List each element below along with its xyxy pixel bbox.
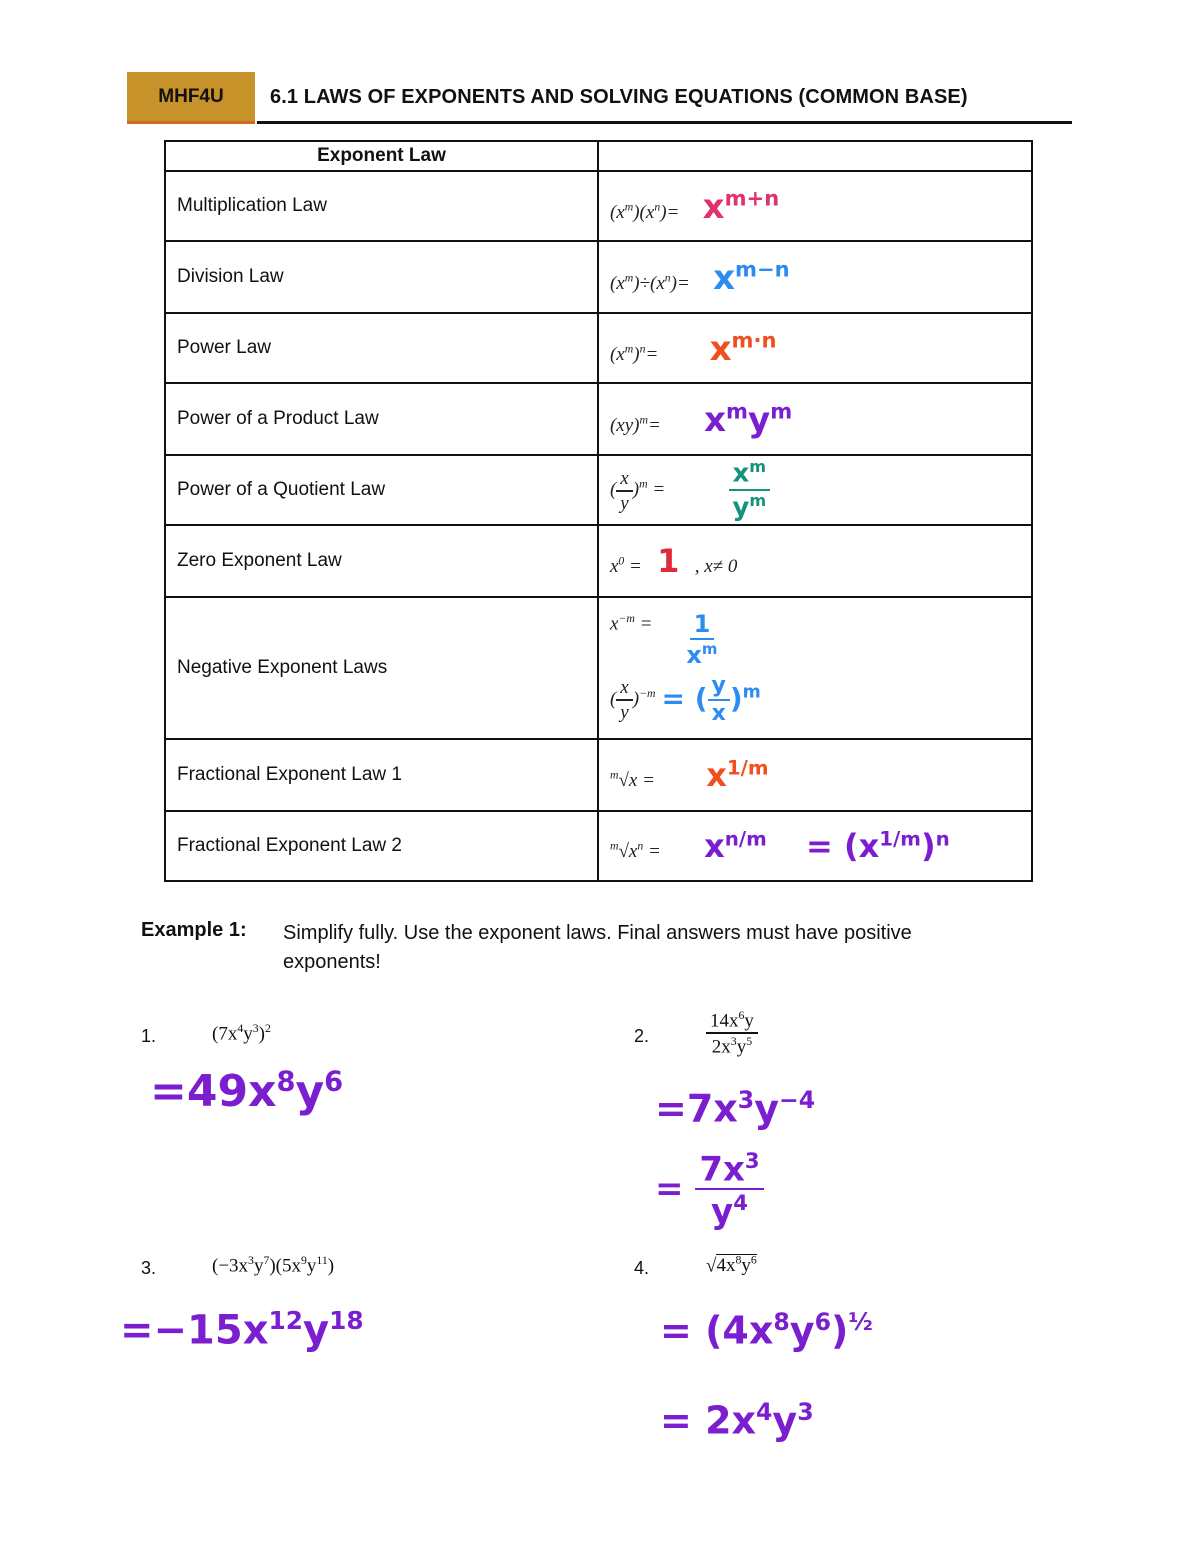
table-row xyxy=(165,383,1032,455)
law-name: Division Law xyxy=(165,241,598,313)
law-formula: $(x^m)(x^n)= x^{m+n}$ xyxy=(598,171,1032,241)
law-name: Power of a Product Law xyxy=(165,383,598,455)
table-header-row xyxy=(165,141,1032,171)
law-formula: $x^{-m}$ = $\frac{1}{x^m}$ ( $\frac{x}{y}$ )$^{-m}$ = ( $\frac{y}{x}$ )$^m$ xyxy=(598,597,1032,739)
course-code: MHF4U xyxy=(158,85,224,107)
handwritten-answer: $=7x^3y^{-4}$ xyxy=(655,1086,816,1131)
law-name: Fractional Exponent Law 2 xyxy=(165,811,598,881)
law-name: Negative Exponent Laws xyxy=(165,597,598,739)
handwritten-answer-final: = $2x^4y^3$ xyxy=(660,1398,814,1443)
example-label: Example 1: xyxy=(141,919,247,941)
problem-expression: $(7x^4y^3)^2$ xyxy=(212,1022,271,1045)
law-formula: $(xy)^m= x^my^m$ xyxy=(598,383,1032,455)
table-row xyxy=(165,739,1032,811)
page-title: 6.1 LAWS OF EXPONENTS AND SOLVING EQUATIONS (COMMON BASE) xyxy=(270,86,968,108)
law-formula: $x^0 = 1$ , x≠ 0 xyxy=(598,525,1032,597)
law-name: Fractional Exponent Law 1 xyxy=(165,739,598,811)
law-name: Multiplication Law xyxy=(165,171,598,241)
problem-expression: $\frac{14x^6y}{2x^3y^5}$ xyxy=(706,1010,758,1057)
law-formula: $^m√x^n = x^{n/m} = (x^{1/m})^n$ xyxy=(598,811,1032,881)
column-header-rule xyxy=(598,141,1032,171)
table-row xyxy=(165,241,1032,313)
law-name: Zero Exponent Law xyxy=(165,525,598,597)
handwritten-answer: $=49x^8y^6$ xyxy=(150,1066,344,1117)
table-row xyxy=(165,171,1032,241)
table-row xyxy=(165,313,1032,383)
problem-number: 3. xyxy=(141,1258,157,1278)
title-underline xyxy=(257,121,1072,124)
exponent-laws-table xyxy=(164,140,1033,882)
problem-number: 2. xyxy=(634,1026,650,1046)
example-instructions: Simplify fully. Use the exponent laws. Final answers must have positive exponents! xyxy=(283,922,912,973)
problem-number: 4. xyxy=(634,1258,650,1278)
problem-number: 1. xyxy=(141,1026,157,1046)
table-row xyxy=(165,597,1032,739)
law-formula: $(x^m)\div(x^n)= x^{m-n}$ xyxy=(598,241,1032,313)
law-name: Power of a Quotient Law xyxy=(165,455,598,525)
handwritten-answer: $=-15x^{12}y^{18}$ xyxy=(120,1306,364,1354)
column-header-law: Exponent Law xyxy=(165,141,598,171)
table-row xyxy=(165,811,1032,881)
law-name: Power Law xyxy=(165,313,598,383)
handwritten-answer-final: = $\frac{7x^3}{y^4}$ xyxy=(655,1150,764,1229)
table-row xyxy=(165,455,1032,525)
course-code-badge xyxy=(127,72,255,124)
law-formula: ( $\frac{x}{y}$ )$^m$ = $\frac{x^m}{y^m}$ xyxy=(598,455,1032,525)
law-formula: $^m√x = x^{1/m}$ xyxy=(598,739,1032,811)
table-row xyxy=(165,525,1032,597)
law-formula: $(x^m)^n= x^{m\cdot n}$ xyxy=(598,313,1032,383)
problem-expression: $√4x^8y^6$ xyxy=(706,1254,757,1277)
problem-expression: $(-3x^3y^7)(5x^9y^{11})$ xyxy=(212,1254,335,1277)
handwritten-answer: = $(4x^8y^6)^{\frac{1}{2}}$ xyxy=(660,1308,873,1353)
